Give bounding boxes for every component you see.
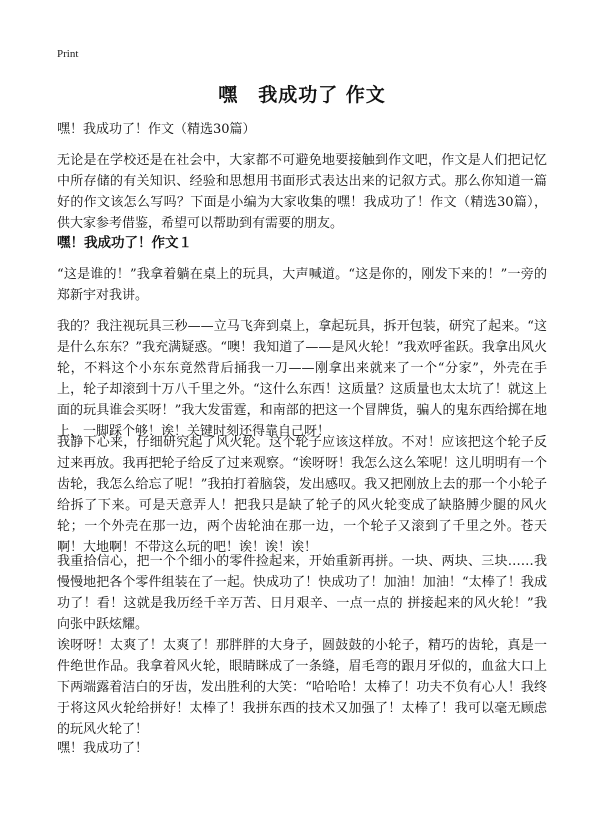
body-paragraph-4: 我重拾信心，把一个个细小的零件捡起来，开始重新再拼。一块、两块、三块……我慢慢地把各个零件组装在了一起。快成功了！快成功了！加油！加油！“太棒了！我成功了！看！这就是我历经千辛万苦、日月艰辛、一点一点的 拼接起来的风火轮！”我向张中跃炫耀。 [57,554,547,632]
document-subtitle: 嘿！我成功了！作文（精选30篇） [57,122,256,137]
intro-paragraph: 无论是在学校还是在社会中，大家都不可避免地要接触到作文吧，作文是人们把记忆中所存储的有关知识、经验和思想用书面形式表达出来的记叙方式。那么你知道一篇好的作文该怎么写吗？下面是小编为大家收集的嘿！我成功了！作文（精选30篇），供大家参考借鉴，希望可以帮助到有需要的朋友。 [57,153,547,231]
print-link[interactable]: Print [57,48,79,60]
body-paragraph-6: 嘿！我成功了！ [57,741,149,756]
section-heading: 嘿！我成功了！作文１ [57,235,192,251]
body-paragraph-3: 我静下心来，仔细研究起了风火轮。这个轮子应该这样放。不对！应该把这个轮子反过来再放。我再把轮子给反了过来观察。“诶呀呀！我怎么这么笨呢！这儿明明有一个齿轮，我怎么给忘了呢！”我拍打着脑袋，发出感叹。我又把刚放上去的那一个小轮子给拆了下来。可是天意弄人！把我只是缺了轮子的风火轮变成了缺胳膊少腿的风火轮；一个外壳在那一边，两个齿轮油在那一边，一个轮子又滚到了千里之外。苍天啊！大地啊！不带这么玩的吧！诶！诶！诶！ [57,435,547,555]
body-paragraph-2: 我的？我注视玩具三秒——立马飞奔到桌上，拿起玩具，拆开包装，研究了起来。“这是什么东东？”我充满疑惑。“噢！我知道了——是风火轮！”我欢呼雀跃。我拿出风火轮，不料这个小东东竟然背后捅我一刀——刚拿出来就来了一个“分家”，外壳在手上，轮子却滚到十万八千里之外。“这什么东西！这质量？这质量也太太坑了！就这上面的玩具谁会买呀！”我大发雷霆，和南部的把这一个冒牌货，骗人的鬼东西给掷在地上，一脚踩个够！诶！关键时刻还得靠自己呀！ [57,319,547,439]
page-title: 嘿 我成功了 作文 [218,84,386,106]
body-paragraph-5: 诶呀呀！太爽了！太爽了！那胖胖的大身子，圆鼓鼓的小轮子，精巧的齿轮，真是一件绝世作品。我拿着风火轮，眼睛眯成了一条缝，眉毛弯的跟月牙似的，血盆大口上下两端露着洁白的牙齿，发出胜利的大笑：“哈哈哈！太棒了！功夫不负有心人！我终于将这风火轮给拼好！太棒了！我拼东西的技术又加强了！太棒了！我可以毫无顾虑的玩风火轮了！ [57,638,547,737]
body-paragraph-1: “这是谁的！”我拿着躺在桌上的玩具，大声喊道。“这是你的，刚发下来的！”一旁的郑新宇对我讲。 [57,267,547,303]
